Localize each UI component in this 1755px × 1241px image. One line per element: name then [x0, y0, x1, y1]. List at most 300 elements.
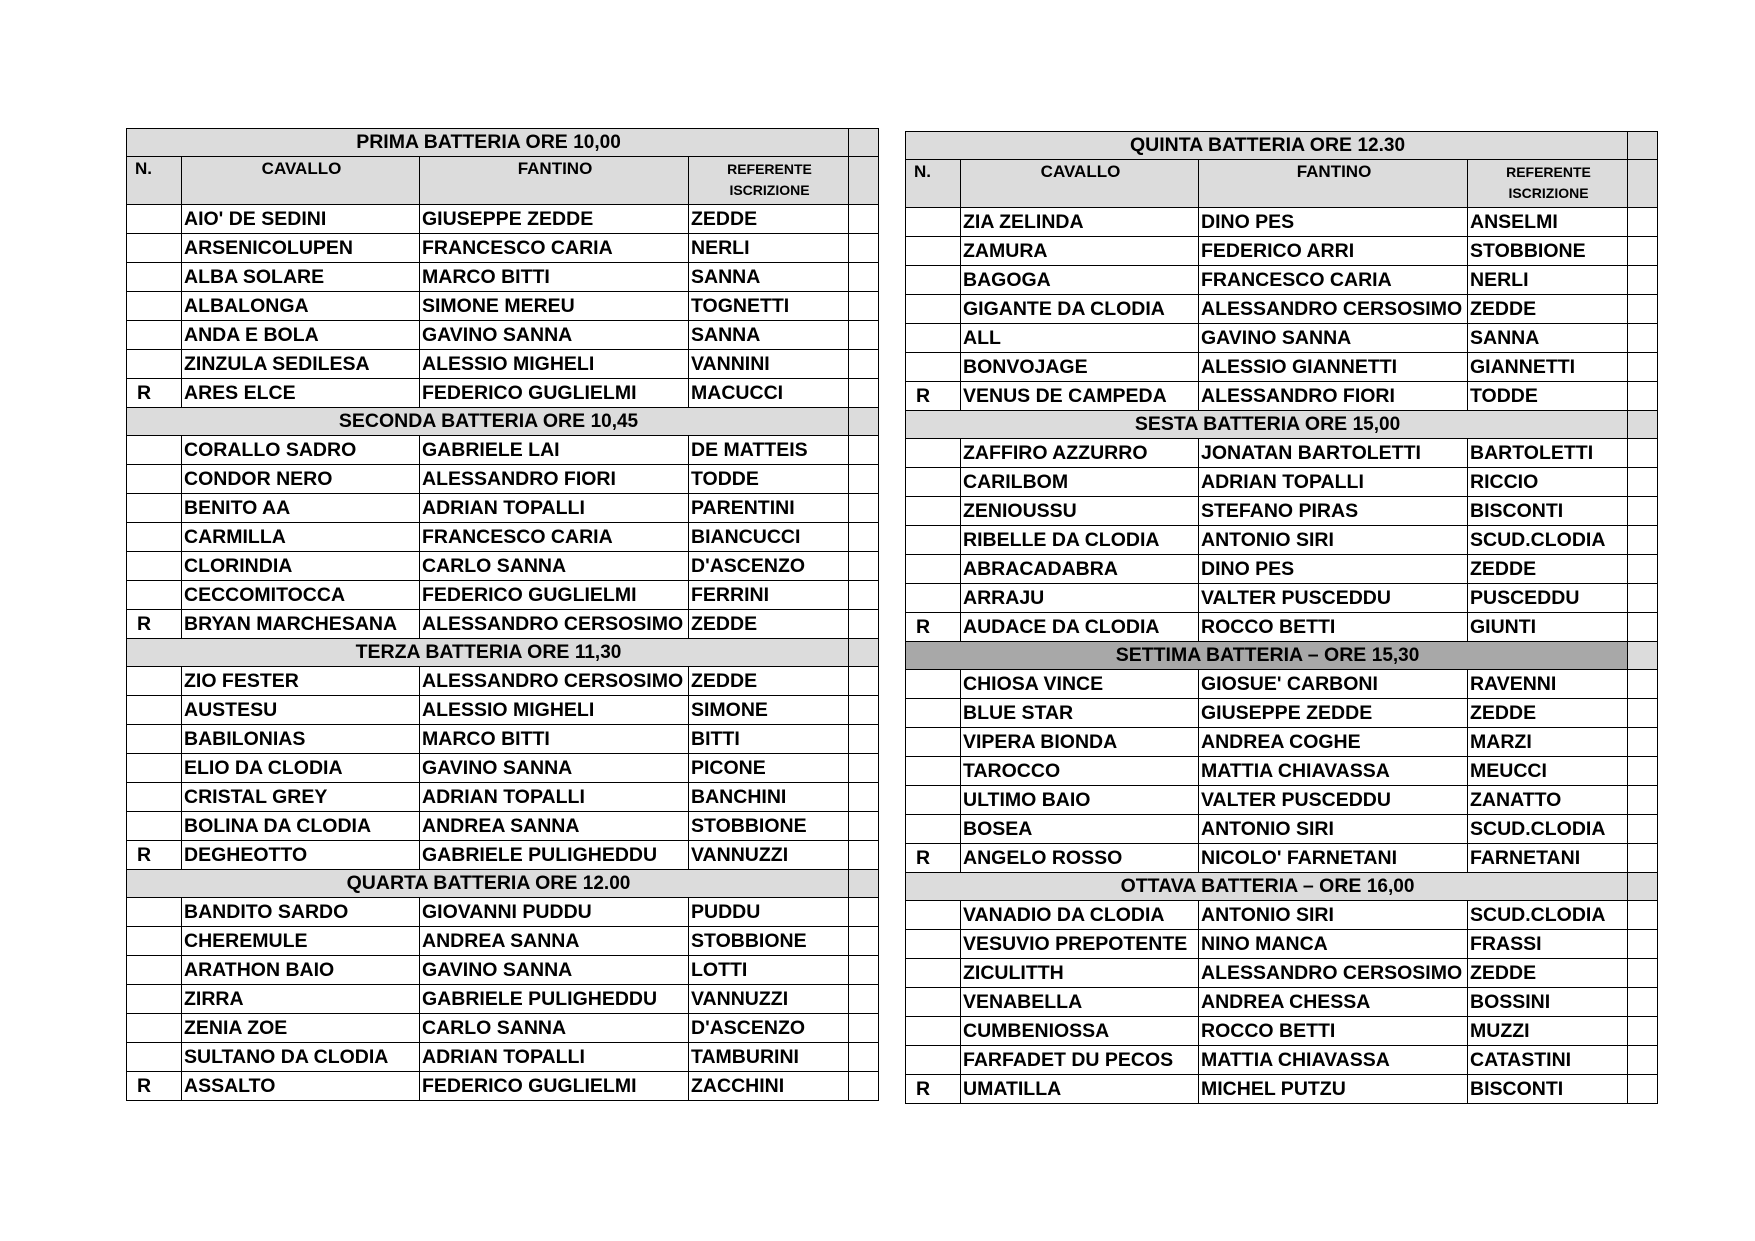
blank-cell [1628, 295, 1658, 324]
cell-referent: SANNA [689, 321, 849, 350]
cell-referent: BARTOLETTI [1468, 439, 1628, 468]
section-title [906, 873, 1628, 901]
cell-jockey: STEFANO PIRAS [1199, 497, 1468, 526]
table-body [906, 132, 1658, 1104]
cell-jockey: ALESSIO MIGHELI [420, 696, 689, 725]
cell-horse: CLORINDIA [182, 552, 420, 581]
cell-horse: TAROCCO [961, 757, 1199, 786]
cell-referent: ZEDDE [1468, 555, 1628, 584]
section-time: 15,30 [1371, 645, 1420, 666]
cell-jockey: ADRIAN TOPALLI [1199, 468, 1468, 497]
header-referent [1468, 160, 1628, 208]
cell-referent: D'ASCENZO [689, 1014, 849, 1043]
cell-jockey: GIOSUE' CARBONI [1199, 670, 1468, 699]
blank-cell [1628, 411, 1658, 439]
cell-horse: GIGANTE DA CLODIA [961, 295, 1199, 324]
section-title [127, 870, 849, 898]
cell-horse: CARMILLA [182, 523, 420, 552]
cell-number [127, 494, 182, 523]
cell-horse: BLUE STAR [961, 699, 1199, 728]
header-referent-line2: ISCRIZIONE [1508, 185, 1589, 201]
cell-referent: SCUD.CLODIA [1468, 526, 1628, 555]
table-row [127, 321, 879, 350]
cell-number [906, 786, 961, 815]
cell-number [127, 1014, 182, 1043]
cell-referent: BISCONTI [1468, 497, 1628, 526]
cell-number [127, 985, 182, 1014]
cell-referent: ANSELMI [1468, 208, 1628, 237]
cell-number [127, 725, 182, 754]
cell-referent: TODDE [1468, 382, 1628, 411]
cell-jockey: ANTONIO SIRI [1199, 526, 1468, 555]
table-row [906, 901, 1658, 930]
cell-jockey: ANTONIO SIRI [1199, 815, 1468, 844]
cell-horse: AIO' DE SEDINI [182, 205, 420, 234]
table-row [127, 436, 879, 465]
blank-cell [849, 321, 879, 350]
cell-horse: BONVOJAGE [961, 353, 1199, 382]
cell-jockey: ALESSANDRO CERSOSIMO [1199, 295, 1468, 324]
cell-referent: ZEDDE [1468, 959, 1628, 988]
blank-cell [849, 436, 879, 465]
cell-horse: ANGELO ROSSO [961, 844, 1199, 873]
blank-cell [849, 870, 879, 898]
cell-number [906, 295, 961, 324]
cell-horse: CONDOR NERO [182, 465, 420, 494]
cell-horse: ULTIMO BAIO [961, 786, 1199, 815]
cell-number [906, 930, 961, 959]
cell-number [906, 670, 961, 699]
cell-horse: CHEREMULE [182, 927, 420, 956]
cell-horse: ARES ELCE [182, 379, 420, 408]
section-title-row [906, 642, 1658, 670]
cell-number [906, 324, 961, 353]
cell-jockey: MARCO BITTI [420, 263, 689, 292]
cell-horse: ZAFFIRO AZZURRO [961, 439, 1199, 468]
cell-jockey: GIUSEPPE ZEDDE [420, 205, 689, 234]
cell-jockey: ALESSIO MIGHELI [420, 350, 689, 379]
cell-number [127, 321, 182, 350]
cell-referent: MEUCCI [1468, 757, 1628, 786]
blank-cell [1628, 497, 1658, 526]
cell-horse: ALBA SOLARE [182, 263, 420, 292]
cell-jockey: ADRIAN TOPALLI [420, 783, 689, 812]
section-title-row [906, 411, 1658, 439]
cell-number [906, 757, 961, 786]
blank-cell [849, 985, 879, 1014]
cell-referent: MARZI [1468, 728, 1628, 757]
section-title-row [127, 129, 879, 157]
section-time: 12.30 [1357, 135, 1406, 156]
cell-horse: ANDA E BOLA [182, 321, 420, 350]
cell-referent: BITTI [689, 725, 849, 754]
cell-referent: SANNA [689, 263, 849, 292]
table-row [127, 1072, 879, 1101]
blank-cell [1628, 642, 1658, 670]
cell-referent: VANNUZZI [689, 985, 849, 1014]
section-label: PRIMA BATTERIA ORE [356, 131, 568, 153]
cell-number [906, 584, 961, 613]
header-horse: CAVALLO [961, 160, 1199, 208]
cell-number [906, 526, 961, 555]
blank-cell [1628, 132, 1658, 160]
blank-cell [1628, 959, 1658, 988]
cell-horse: BAGOGA [961, 266, 1199, 295]
cell-jockey: ALESSIO GIANNETTI [1199, 353, 1468, 382]
blank-cell [1628, 584, 1658, 613]
blank-cell [849, 754, 879, 783]
cell-number [906, 699, 961, 728]
cell-number [906, 353, 961, 382]
cell-jockey: GABRIELE PULIGHEDDU [420, 985, 689, 1014]
cell-horse: CHIOSA VINCE [961, 670, 1199, 699]
cell-referent: VANNINI [689, 350, 849, 379]
cell-jockey: GABRIELE PULIGHEDDU [420, 841, 689, 870]
blank-cell [849, 610, 879, 639]
table-row [906, 959, 1658, 988]
cell-referent: NERLI [689, 234, 849, 263]
schedule-table-right [905, 131, 1658, 1104]
cell-jockey: GIUSEPPE ZEDDE [1199, 699, 1468, 728]
blank-cell [849, 552, 879, 581]
header-referent-line2: ISCRIZIONE [729, 182, 810, 198]
cell-horse: BOLINA DA CLODIA [182, 812, 420, 841]
table-row [127, 783, 879, 812]
cell-horse: VESUVIO PREPOTENTE [961, 930, 1199, 959]
cell-jockey: ALESSANDRO CERSOSIMO [420, 667, 689, 696]
table-row [906, 815, 1658, 844]
table-row [906, 382, 1658, 411]
header-jockey: FANTINO [1199, 160, 1468, 208]
blank-cell [1628, 160, 1658, 208]
cell-number [127, 898, 182, 927]
cell-number [127, 350, 182, 379]
cell-referent: RICCIO [1468, 468, 1628, 497]
cell-horse: BENITO AA [182, 494, 420, 523]
table-row [906, 324, 1658, 353]
cell-horse: SULTANO DA CLODIA [182, 1043, 420, 1072]
cell-number [127, 754, 182, 783]
cell-jockey: ANDREA COGHE [1199, 728, 1468, 757]
cell-referent: MACUCCI [689, 379, 849, 408]
cell-number [127, 263, 182, 292]
header-referent-line1: REFERENTE [1506, 164, 1591, 180]
cell-referent: ZEDDE [689, 610, 849, 639]
table-row [906, 670, 1658, 699]
table-row [127, 234, 879, 263]
cell-number [127, 436, 182, 465]
blank-cell [849, 1014, 879, 1043]
cell-horse: ELIO DA CLODIA [182, 754, 420, 783]
cell-number: R [906, 1075, 961, 1104]
table-row [906, 844, 1658, 873]
cell-jockey: MICHEL PUTZU [1199, 1075, 1468, 1104]
section-title-row [906, 132, 1658, 160]
cell-horse: BRYAN MARCHESANA [182, 610, 420, 639]
blank-cell [1628, 555, 1658, 584]
cell-referent: MUZZI [1468, 1017, 1628, 1046]
table-row [906, 728, 1658, 757]
header-number: N. [127, 157, 182, 205]
cell-jockey: ANTONIO SIRI [1199, 901, 1468, 930]
cell-number: R [127, 379, 182, 408]
cell-horse: ZIRRA [182, 985, 420, 1014]
cell-number [127, 696, 182, 725]
cell-number [906, 1046, 961, 1075]
table-row [906, 584, 1658, 613]
blank-cell [849, 350, 879, 379]
blank-cell [849, 783, 879, 812]
table-row [906, 497, 1658, 526]
cell-referent: PUSCEDDU [1468, 584, 1628, 613]
cell-referent: BISCONTI [1468, 1075, 1628, 1104]
header-referent [689, 157, 849, 205]
blank-cell [1628, 1046, 1658, 1075]
cell-number [127, 667, 182, 696]
cell-horse: ZINZULA SEDILESA [182, 350, 420, 379]
table-row [127, 552, 879, 581]
cell-referent: DE MATTEIS [689, 436, 849, 465]
header-number: N. [906, 160, 961, 208]
cell-number [906, 208, 961, 237]
table-row [906, 1046, 1658, 1075]
cell-referent: ZACCHINI [689, 1072, 849, 1101]
section-title [127, 129, 849, 157]
blank-cell [1628, 324, 1658, 353]
cell-horse: BABILONIAS [182, 725, 420, 754]
cell-horse: AUSTESU [182, 696, 420, 725]
table-row [906, 555, 1658, 584]
blank-cell [1628, 988, 1658, 1017]
cell-jockey: FEDERICO GUGLIELMI [420, 1072, 689, 1101]
table-row [127, 696, 879, 725]
cell-jockey: VALTER PUSCEDDU [1199, 786, 1468, 815]
cell-number: R [127, 841, 182, 870]
cell-referent: SIMONE [689, 696, 849, 725]
cell-number [127, 927, 182, 956]
cell-jockey: DINO PES [1199, 208, 1468, 237]
cell-number [127, 956, 182, 985]
cell-number [906, 266, 961, 295]
blank-cell [849, 841, 879, 870]
cell-number [127, 234, 182, 263]
section-time: 12.00 [582, 873, 631, 894]
cell-jockey: GAVINO SANNA [420, 956, 689, 985]
cell-jockey: ANDREA SANNA [420, 812, 689, 841]
blank-cell [1628, 873, 1658, 901]
table-row [127, 465, 879, 494]
cell-horse: DEGHEOTTO [182, 841, 420, 870]
blank-cell [1628, 468, 1658, 497]
cell-jockey: ALESSANDRO FIORI [1199, 382, 1468, 411]
table-row [906, 930, 1658, 959]
blank-cell [1628, 670, 1658, 699]
cell-jockey: ALESSANDRO CERSOSIMO [1199, 959, 1468, 988]
table-row [906, 266, 1658, 295]
table-row [127, 1043, 879, 1072]
cell-referent: STOBBIONE [1468, 237, 1628, 266]
cell-referent: BOSSINI [1468, 988, 1628, 1017]
cell-horse: ALBALONGA [182, 292, 420, 321]
cell-referent: ZEDDE [1468, 699, 1628, 728]
blank-cell [1628, 815, 1658, 844]
blank-cell [849, 1043, 879, 1072]
cell-horse: CORALLO SADRO [182, 436, 420, 465]
blank-cell [849, 927, 879, 956]
table-row [127, 985, 879, 1014]
cell-number [906, 497, 961, 526]
cell-jockey: GAVINO SANNA [420, 321, 689, 350]
blank-cell [849, 898, 879, 927]
cell-horse: ZENIOUSSU [961, 497, 1199, 526]
cell-horse: FARFADET DU PECOS [961, 1046, 1199, 1075]
table-row [906, 786, 1658, 815]
cell-number [906, 1017, 961, 1046]
cell-referent: SCUD.CLODIA [1468, 901, 1628, 930]
blank-cell [849, 494, 879, 523]
section-title-row [127, 870, 879, 898]
blank-cell [1628, 757, 1658, 786]
cell-jockey: ADRIAN TOPALLI [420, 1043, 689, 1072]
table-row [127, 205, 879, 234]
table-row [127, 956, 879, 985]
cell-referent: STOBBIONE [689, 812, 849, 841]
cell-jockey: GABRIELE LAI [420, 436, 689, 465]
cell-jockey: ALESSANDRO FIORI [420, 465, 689, 494]
section-label: SESTA BATTERIA ORE [1134, 413, 1348, 435]
table-row [127, 812, 879, 841]
cell-horse: VENABELLA [961, 988, 1199, 1017]
blank-cell [849, 263, 879, 292]
cell-horse: CRISTAL GREY [182, 783, 420, 812]
section-time: 11,30 [574, 642, 622, 663]
blank-cell [849, 465, 879, 494]
cell-number [127, 465, 182, 494]
blank-cell [1628, 613, 1658, 642]
cell-referent: TODDE [689, 465, 849, 494]
cell-referent: PUDDU [689, 898, 849, 927]
table-row [127, 1014, 879, 1043]
cell-referent: LOTTI [689, 956, 849, 985]
blank-cell [1628, 901, 1658, 930]
cell-horse: BANDITO SARDO [182, 898, 420, 927]
table-row [906, 1017, 1658, 1046]
header-jockey: FANTINO [420, 157, 689, 205]
blank-cell [849, 234, 879, 263]
section-title [906, 132, 1628, 160]
cell-number [906, 901, 961, 930]
cell-referent: TOGNETTI [689, 292, 849, 321]
blank-cell [849, 1072, 879, 1101]
table-row [906, 526, 1658, 555]
section-label: QUARTA BATTERIA ORE [346, 872, 578, 894]
cell-number [906, 468, 961, 497]
cell-jockey: ADRIAN TOPALLI [420, 494, 689, 523]
section-label: SECONDA BATTERIA ORE [338, 410, 586, 432]
cell-referent: NERLI [1468, 266, 1628, 295]
section-label: OTTAVA BATTERIA – ORE [1120, 875, 1362, 897]
cell-horse: ZICULITTH [961, 959, 1199, 988]
cell-horse: RIBELLE DA CLODIA [961, 526, 1199, 555]
cell-number [127, 292, 182, 321]
cell-referent: RAVENNI [1468, 670, 1628, 699]
table-row [906, 468, 1658, 497]
cell-horse: CECCOMITOCCA [182, 581, 420, 610]
table-row [906, 353, 1658, 382]
cell-horse: ASSALTO [182, 1072, 420, 1101]
cell-jockey: JONATAN BARTOLETTI [1199, 439, 1468, 468]
table-row [906, 757, 1658, 786]
blank-cell [1628, 699, 1658, 728]
section-time: 15,00 [1352, 414, 1401, 435]
blank-cell [849, 812, 879, 841]
blank-cell [1628, 382, 1658, 411]
cell-jockey: MATTIA CHIAVASSA [1199, 1046, 1468, 1075]
cell-referent: FRASSI [1468, 930, 1628, 959]
cell-referent: ZEDDE [1468, 295, 1628, 324]
section-label: TERZA BATTERIA ORE [355, 641, 570, 663]
section-label: SETTIMA BATTERIA – ORE [1115, 644, 1367, 666]
cell-horse: ABRACADABRA [961, 555, 1199, 584]
cell-referent: BIANCUCCI [689, 523, 849, 552]
blank-cell [849, 639, 879, 667]
blank-cell [1628, 930, 1658, 959]
cell-jockey: ANDREA CHESSA [1199, 988, 1468, 1017]
cell-horse: ALL [961, 324, 1199, 353]
table-row [906, 295, 1658, 324]
cell-referent: VANNUZZI [689, 841, 849, 870]
table-row [127, 494, 879, 523]
cell-number [906, 959, 961, 988]
cell-referent: FERRINI [689, 581, 849, 610]
cell-referent: PICONE [689, 754, 849, 783]
cell-jockey: VALTER PUSCEDDU [1199, 584, 1468, 613]
blank-cell [849, 157, 879, 205]
cell-horse: ZIA ZELINDA [961, 208, 1199, 237]
cell-jockey: FRANCESCO CARIA [420, 523, 689, 552]
section-time: 16,00 [1366, 876, 1415, 897]
blank-cell [849, 581, 879, 610]
cell-referent: ZEDDE [689, 205, 849, 234]
cell-referent: SANNA [1468, 324, 1628, 353]
table-row [906, 208, 1658, 237]
blank-cell [849, 667, 879, 696]
blank-cell [1628, 266, 1658, 295]
table-row [906, 1075, 1658, 1104]
section-time: 10,45 [590, 411, 639, 432]
blank-cell [1628, 439, 1658, 468]
table-body [127, 129, 879, 1101]
cell-jockey: DINO PES [1199, 555, 1468, 584]
section-title [906, 411, 1628, 439]
cell-horse: ARSENICOLUPEN [182, 234, 420, 263]
cell-jockey: SIMONE MEREU [420, 292, 689, 321]
blank-cell [849, 725, 879, 754]
cell-number [906, 815, 961, 844]
blank-cell [1628, 728, 1658, 757]
cell-number: R [127, 1072, 182, 1101]
table-row [127, 610, 879, 639]
cell-jockey: FRANCESCO CARIA [1199, 266, 1468, 295]
cell-number [906, 439, 961, 468]
section-time: 10,00 [573, 132, 621, 153]
cell-horse: CARILBOM [961, 468, 1199, 497]
cell-number: R [906, 613, 961, 642]
blank-cell [1628, 1017, 1658, 1046]
section-title-row [906, 873, 1658, 901]
cell-horse: BOSEA [961, 815, 1199, 844]
blank-cell [849, 129, 879, 157]
